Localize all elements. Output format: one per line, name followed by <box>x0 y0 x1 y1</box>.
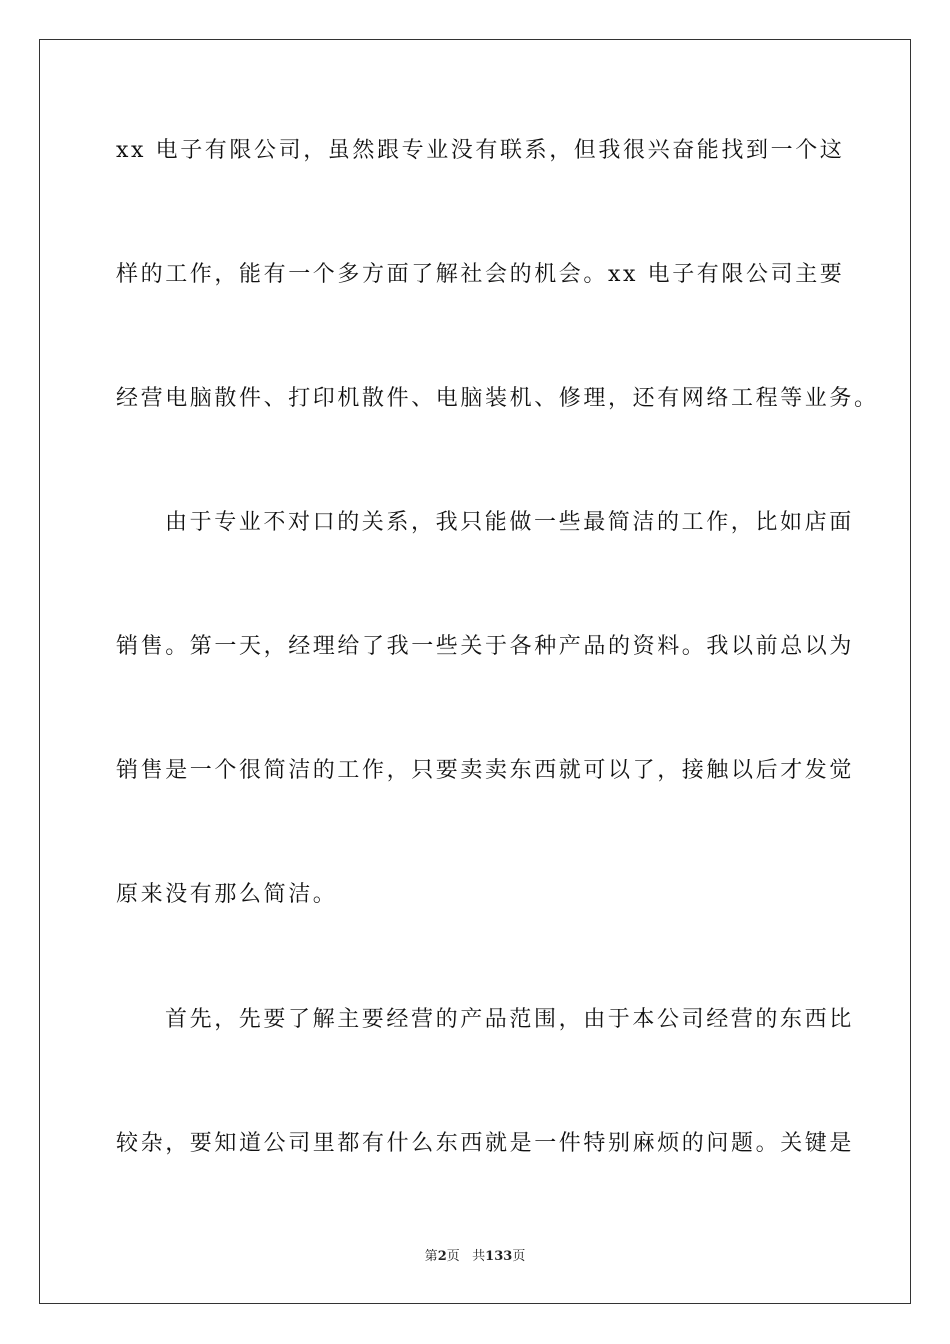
paragraph-1-line-3: 经营电脑散件、打印机散件、电脑装机、修理，还有网络工程等业务。 <box>116 386 879 411</box>
paragraph-3-line-1: 首先，先要了解主要经营的产品范围，由于本公司经营的东西比 <box>165 1007 854 1032</box>
footer-total-prefix: 共 <box>472 1249 486 1264</box>
footer-total-suffix: 页 <box>512 1249 526 1264</box>
footer-page-prefix: 第 <box>424 1249 438 1264</box>
footer-page-suffix: 页 <box>446 1249 460 1264</box>
paragraph-2-line-3: 销售是一个很简洁的工作，只要卖卖东西就可以了，接触以后才发觉 <box>116 758 855 783</box>
paragraph-2-line-2: 销售。第一天，经理给了我一些关于各种产品的资料。我以前总以为 <box>116 634 855 659</box>
footer-page-number: 2 <box>437 1249 447 1264</box>
page-footer <box>0 1248 950 1266</box>
page-frame <box>39 39 911 1304</box>
paragraph-2-line-4: 原来没有那么简洁。 <box>116 882 338 907</box>
paragraph-1-line-1: xx 电子有限公司，虽然跟专业没有联系，但我很兴奋能找到一个这 <box>116 138 845 163</box>
footer-total-pages: 133 <box>485 1249 513 1264</box>
paragraph-2-line-1: 由于专业不对口的关系，我只能做一些最简洁的工作，比如店面 <box>165 510 854 535</box>
paragraph-1-line-2: 样的工作，能有一个多方面了解社会的机会。xx 电子有限公司主要 <box>116 262 845 287</box>
paragraph-3-line-2: 较杂，要知道公司里都有什么东西就是一件特别麻烦的问题。关键是 <box>116 1131 855 1156</box>
